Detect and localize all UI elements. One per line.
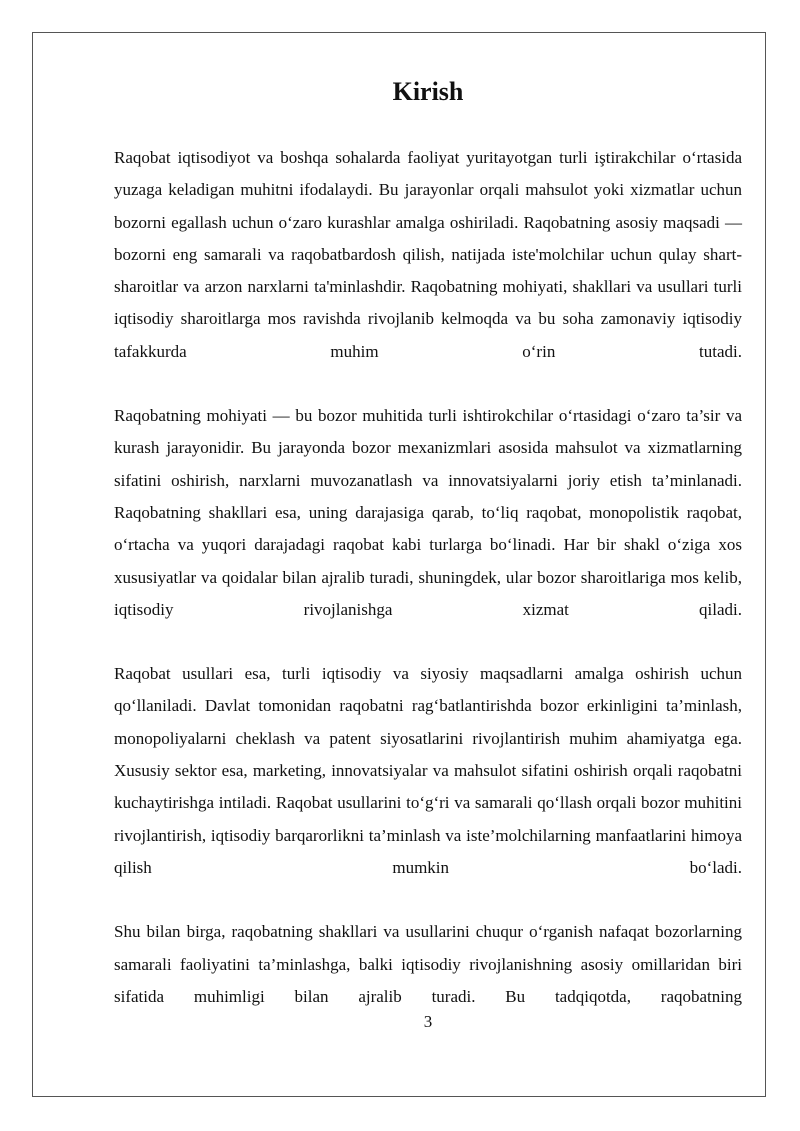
paragraph-conclusion: Shu bilan birga, raqobatning shakllari va usullarini chuqur o‘rganish nafaqat bozorlarning samarali faoliyatini ta’minlashga, balki iqtisodiy rivojlanishning asosiy omillaridan biri sifatida muhimligi bilan ajralib turadi. Bu tadqiqotda, raqobatning: [114, 922, 742, 1006]
paragraph-essence: Raqobatning mohiyati — bu bozor muhitida turli ishtirokchilar o‘rtasidagi o‘zaro ta’sir va kurash jarayonidir. Bu jarayonda bozor mexanizmlari asosida mahsulot va xizmatlarning sifatini oshirish, narxlarni muvozanatlash va innovatsiyalarni joriy etish ta’minlanadi. Raqobatning shakllari esa, uning darajasiga qarab, to‘liq raqobat, monopolistik raqobat, o‘rtacha va yuqori darajadagi raqobat kabi turlarga bo‘linadi. Har bir shakl o‘ziga xos xususiyatlar va qoidalar bilan ajralib turadi, shuningdek, ular bozor sharoitlariga mos kelib, iqtisodiy rivojlanishga xizmat qiladi.: [114, 406, 742, 619]
page-title: Kirish: [392, 77, 464, 106]
document-body: [114, 142, 742, 1013]
paragraph-methods: Raqobat usullari esa, turli iqtisodiy va siyosiy maqsadlarni amalga oshirish uchun qo‘llaniladi. Davlat tomonidan raqobatni rag‘batlantirishda bozor erkinligini ta’minlash, monopoliyalarni cheklash va patent siyosatlarini rivojlantirish muhim ahamiyatga ega. Xususiy sektor esa, marketing, innovatsiyalar va mahsulot sifatini oshirish orqali raqobatni kuchaytirishga intiladi. Raqobat usullarini to‘g‘ri va samarali qo‘llash orqali bozor muhitini rivojlantirish, iqtisodiy barqarorlikni ta’minlash va iste’molchilarning manfaatlarini himoya qilish mumkin bo‘ladi.: [114, 664, 742, 877]
paragraph-intro: Raqobat iqtisodiyot va boshqa sohalarda faoliyat yuritayotgan turli iştirakchilar o‘rtasida yuzaga keladigan muhitni ifodalaydi. Bu jarayonlar orqali mahsulot yoki xizmatlar uchun bozorni egallash uchun o‘zaro kurashlar amalga oshiriladi. Raqobatning asosiy maqsadi — bozorni eng samarali va raqobatbardosh qilish, natijada iste'molchilar uchun qulay shart-sharoitlar va arzon narxlarni ta'minlashdir. Raqobatning mohiyati, shakllari va usullari turli iqtisodiy sharoitlarga mos ravishda rivojlanib kelmoqda va bu soha zamonaviy iqtisodiy tafakkurda muhim o‘rin tutadi.: [114, 148, 742, 361]
page-number: 3: [423, 1012, 433, 1031]
